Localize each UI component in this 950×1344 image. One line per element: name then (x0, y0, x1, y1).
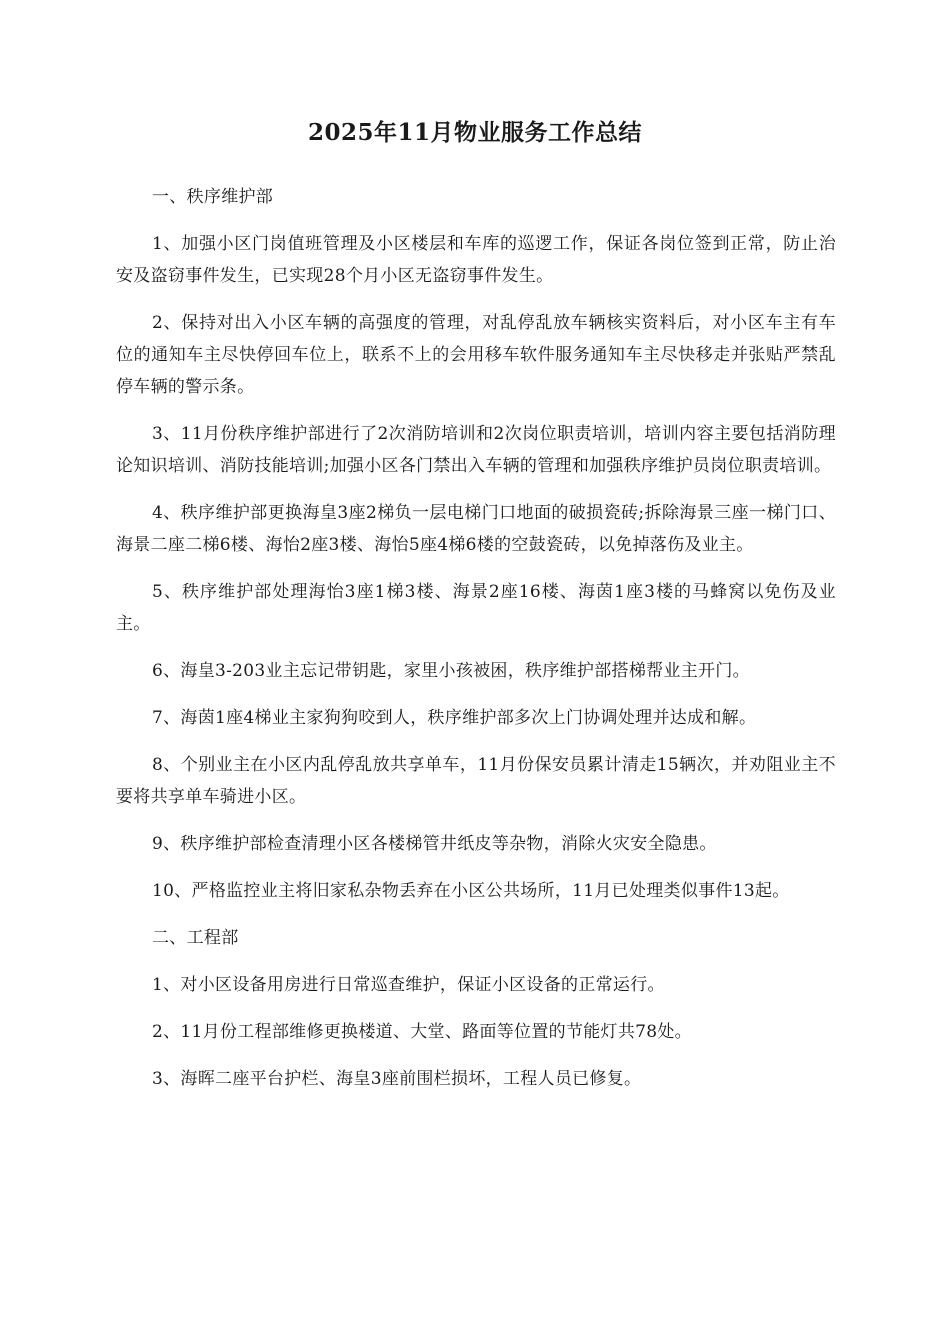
document-body (116, 181, 836, 1110)
section-heading-engineering: 二、工程部 (152, 928, 239, 948)
paragraph: 8、个别业主在小区内乱停乱放共享单车，11月份保安员累计清走15辆次，并劝阻业主不要将共享单车骑进小区。 (116, 755, 836, 807)
paragraph: 4、秩序维护部更换海皇3座2梯负一层电梯门口地面的破损瓷砖;拆除海景三座一梯门口、海景二座二梯6楼、海怡2座3楼、海怡5座4梯6楼的空鼓瓷砖，以免掉落伤及业主。 (116, 503, 836, 555)
section-heading-security: 一、秩序维护部 (152, 187, 274, 207)
paragraph: 9、秩序维护部检查清理小区各楼梯管井纸皮等杂物，消除火灾安全隐患。 (152, 834, 717, 854)
paragraph: 2、11月份工程部维修更换楼道、大堂、路面等位置的节能灯共78处。 (152, 1022, 692, 1042)
document-title: 2025年11月物业服务工作总结 (307, 119, 643, 146)
paragraph: 6、海皇3-203业主忘记带钥匙，家里小孩被困，秩序维护部搭梯帮业主开门。 (152, 661, 750, 681)
paragraph: 1、对小区设备用房进行日常巡查维护，保证小区设备的正常运行。 (152, 975, 665, 995)
paragraph: 3、海晖二座平台护栏、海皇3座前围栏损坏，工程人员已修复。 (152, 1069, 642, 1089)
paragraph: 10、严格监控业主将旧家私杂物丢弃在小区公共场所，11月已处理类似事件13起。 (152, 881, 790, 901)
paragraph: 1、加强小区门岗值班管理及小区楼层和车库的巡逻工作，保证各岗位签到正常，防止治安及盗窃事件发生，已实现28个月小区无盗窃事件发生。 (116, 234, 836, 286)
paragraph: 5、秩序维护部处理海怡3座1梯3楼、海景2座16楼、海茵1座3楼的马蜂窝以免伤及业主。 (116, 582, 836, 634)
paragraph: 2、保持对出入小区车辆的高强度的管理，对乱停乱放车辆核实资料后，对小区车主有车位的通知车主尽快停回车位上，联系不上的会用移车软件服务通知车主尽快移走并张贴严禁乱停车辆的警示条。 (116, 313, 836, 397)
paragraph: 7、海茵1座4梯业主家狗狗咬到人，秩序维护部多次上门协调处理并达成和解。 (152, 708, 757, 728)
paragraph: 3、11月份秩序维护部进行了2次消防培训和2次岗位职责培训，培训内容主要包括消防理论知识培训、消防技能培训;加强小区各门禁出入车辆的管理和加强秩序维护员岗位职责培训。 (116, 424, 836, 476)
